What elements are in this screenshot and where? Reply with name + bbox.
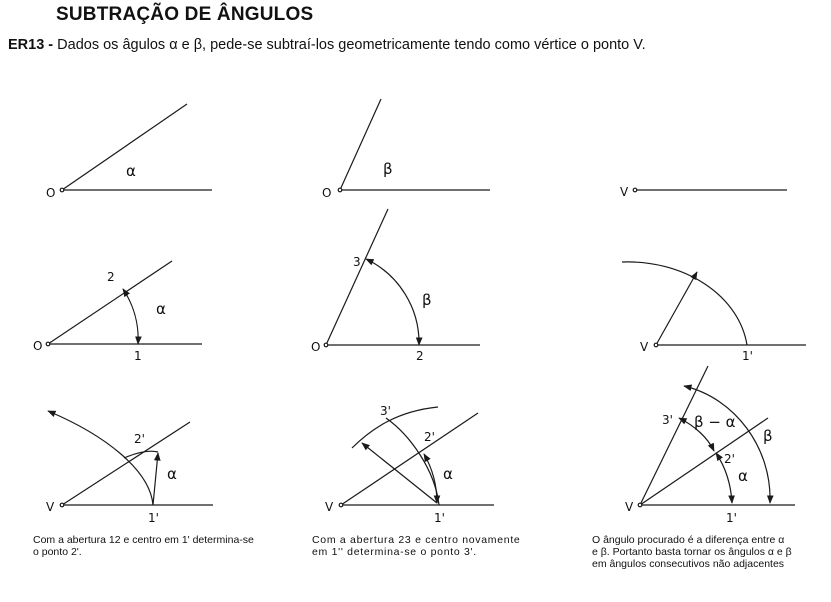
- beta-label: β: [763, 427, 773, 445]
- vertex-label: V: [625, 500, 634, 514]
- point-label-2p: 2': [424, 430, 435, 444]
- caption-step3: O ângulo procurado é a diferença entre α e β. Portanto basta tornar os ângulos α e β em ângulos consecutivos não adjacentes: [592, 534, 792, 570]
- vertex-label: V: [640, 340, 649, 354]
- vertex-v-ray: [620, 185, 787, 199]
- chord-12-arrow: [153, 453, 158, 505]
- point-label-1: 1: [134, 349, 142, 363]
- point-label-1p: 1': [148, 511, 159, 525]
- copied-alpha-ray: [341, 413, 478, 505]
- point-label-1p: 1': [434, 511, 445, 525]
- point-label-3: 3: [353, 255, 361, 269]
- alpha-arc: [424, 454, 437, 503]
- chord-23-arrow: [362, 443, 437, 503]
- beta-side-ray: [326, 209, 388, 345]
- arc-from-1p: [48, 411, 153, 505]
- caption-step1: Com a abertura 12 e centro em 1' determina-se o ponto 2'.: [33, 534, 254, 558]
- beta-arc: [366, 259, 419, 345]
- vertex-point: [60, 188, 64, 192]
- beta-arc: [684, 386, 770, 503]
- page-title: SUBTRAÇÃO DE ÂNGULOS: [56, 4, 314, 25]
- beta-label: β: [383, 160, 393, 178]
- vertex-point: [654, 343, 658, 347]
- step2-copy-beta: [325, 404, 494, 525]
- vertex-point: [60, 503, 64, 507]
- arc-intersect-2p: [124, 451, 158, 458]
- alpha-label: α: [126, 162, 136, 180]
- alpha-label: α: [443, 465, 453, 483]
- point-label-2: 2: [107, 270, 115, 284]
- exercise-text: Dados os âgulos α e β, pede-se subtraí-los geometricamente tendo como vértice o ponto V.: [53, 37, 646, 53]
- vertex-label: V: [325, 500, 334, 514]
- copied-alpha-ray: [62, 422, 190, 505]
- alpha-label: α: [738, 467, 748, 485]
- alpha-side-ray: [62, 104, 187, 190]
- exercise-code: ER13 -: [8, 37, 54, 53]
- vertex-point: [338, 188, 342, 192]
- point-label-3p: 3': [380, 404, 391, 418]
- vertex-point: [339, 503, 343, 507]
- step3-difference: [625, 366, 795, 525]
- vertex-label: V: [46, 500, 55, 514]
- angle-beta-given: [322, 99, 490, 200]
- beta-side-ray: [640, 366, 708, 505]
- point-label-2: 2: [416, 349, 424, 363]
- vertex-label: O: [322, 186, 332, 200]
- alpha-label: α: [156, 300, 166, 318]
- point-label-1p: 1': [742, 349, 753, 363]
- caption-step2: Com a abertura 23 e centro novamente em 1'' determina-se o ponto 3'.: [312, 534, 521, 558]
- point-label-3p: 3': [662, 413, 673, 427]
- beta-minus-alpha-label: β − α: [694, 413, 736, 431]
- beta-label: β: [422, 291, 432, 309]
- angle-alpha-given: [46, 104, 212, 200]
- alpha-label: α: [167, 465, 177, 483]
- beta-arc-construction: [311, 209, 480, 363]
- vertex-point: [324, 343, 328, 347]
- vertex-point: [633, 188, 637, 192]
- radius-arrow: [656, 272, 697, 345]
- alpha-arc: [123, 289, 138, 344]
- vertex-point: [46, 342, 50, 346]
- vertex-label: V: [620, 185, 629, 199]
- point-label-2p: 2': [134, 432, 145, 446]
- vertex-point: [638, 503, 642, 507]
- beta-side-ray: [340, 99, 381, 190]
- arc-centered-v: [622, 262, 747, 345]
- point-label-1p: 1': [726, 511, 737, 525]
- step1-copy-alpha: [46, 411, 213, 525]
- alpha-arc-construction: [33, 261, 202, 363]
- vertex-label: O: [311, 340, 321, 354]
- vertex-label: O: [46, 186, 56, 200]
- point-label-2p: 2': [724, 452, 735, 466]
- vertex-label: O: [33, 339, 43, 353]
- v-arc-construction: [622, 262, 806, 363]
